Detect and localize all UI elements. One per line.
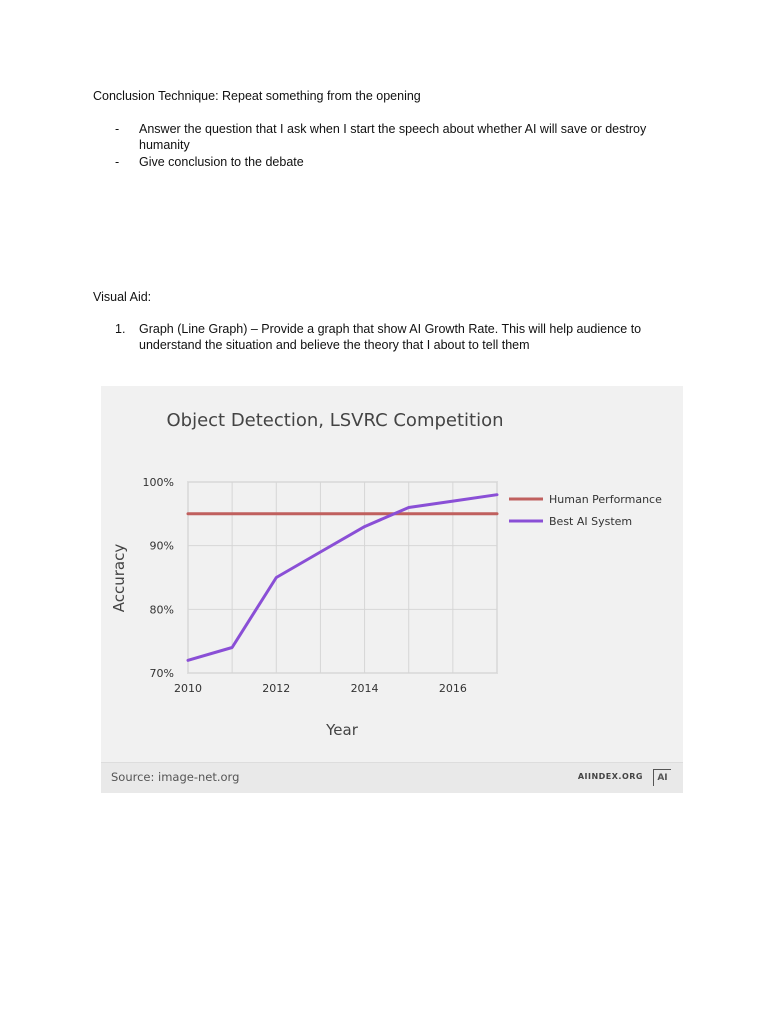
legend-label: Best AI System bbox=[549, 515, 633, 528]
visual-aid-heading: Visual Aid: bbox=[93, 290, 152, 304]
x-tick-label: 2010 bbox=[174, 682, 202, 695]
line-chart bbox=[101, 386, 683, 763]
y-tick-label: 90% bbox=[149, 539, 174, 553]
chart-series bbox=[188, 495, 497, 661]
y-tick-label: 70% bbox=[149, 667, 174, 680]
list-item bbox=[115, 321, 675, 353]
list-number: 1. bbox=[115, 322, 126, 336]
chart-legend bbox=[509, 493, 662, 528]
bullet-dash: - bbox=[115, 155, 120, 169]
chart-title: Object Detection, LSVRC Competition bbox=[166, 410, 504, 431]
legend-label: Human Performance bbox=[549, 493, 662, 506]
list-item bbox=[115, 154, 695, 170]
conclusion-heading: Conclusion Technique: Repeat something from the opening bbox=[93, 89, 421, 103]
conclusion-list bbox=[115, 121, 695, 171]
visual-aid-list bbox=[115, 321, 675, 353]
x-axis-label: Year bbox=[326, 721, 358, 739]
list-item-text: Graph (Line Graph) – Provide a graph that show AI Growth Rate. This will help audience to understand the situation and believe the theory that I about to tell them bbox=[139, 322, 642, 352]
chart-footer bbox=[101, 762, 683, 793]
list-item bbox=[115, 121, 695, 153]
chart-figure bbox=[101, 386, 683, 793]
y-axis-label: Accuracy bbox=[110, 543, 128, 613]
x-tick-label: 2012 bbox=[262, 682, 291, 695]
bullet-dash: - bbox=[115, 122, 120, 136]
brand-text: AIINDEX.ORG bbox=[577, 772, 643, 781]
y-tick-label: 100% bbox=[142, 476, 174, 489]
list-item-text: Give conclusion to the debate bbox=[139, 155, 304, 169]
source-text: Source: image-net.org bbox=[111, 770, 240, 784]
list-item-text: Answer the question that I ask when I start the speech about whether AI will save or destroy humanity bbox=[139, 122, 647, 152]
chart-ticks bbox=[143, 476, 467, 695]
y-tick-label: 80% bbox=[149, 603, 174, 617]
x-tick-label: 2014 bbox=[350, 682, 379, 695]
series-line-best-ai-system bbox=[188, 495, 497, 661]
ai-index-logo-icon: AI bbox=[653, 769, 671, 786]
x-tick-label: 2016 bbox=[438, 682, 467, 695]
